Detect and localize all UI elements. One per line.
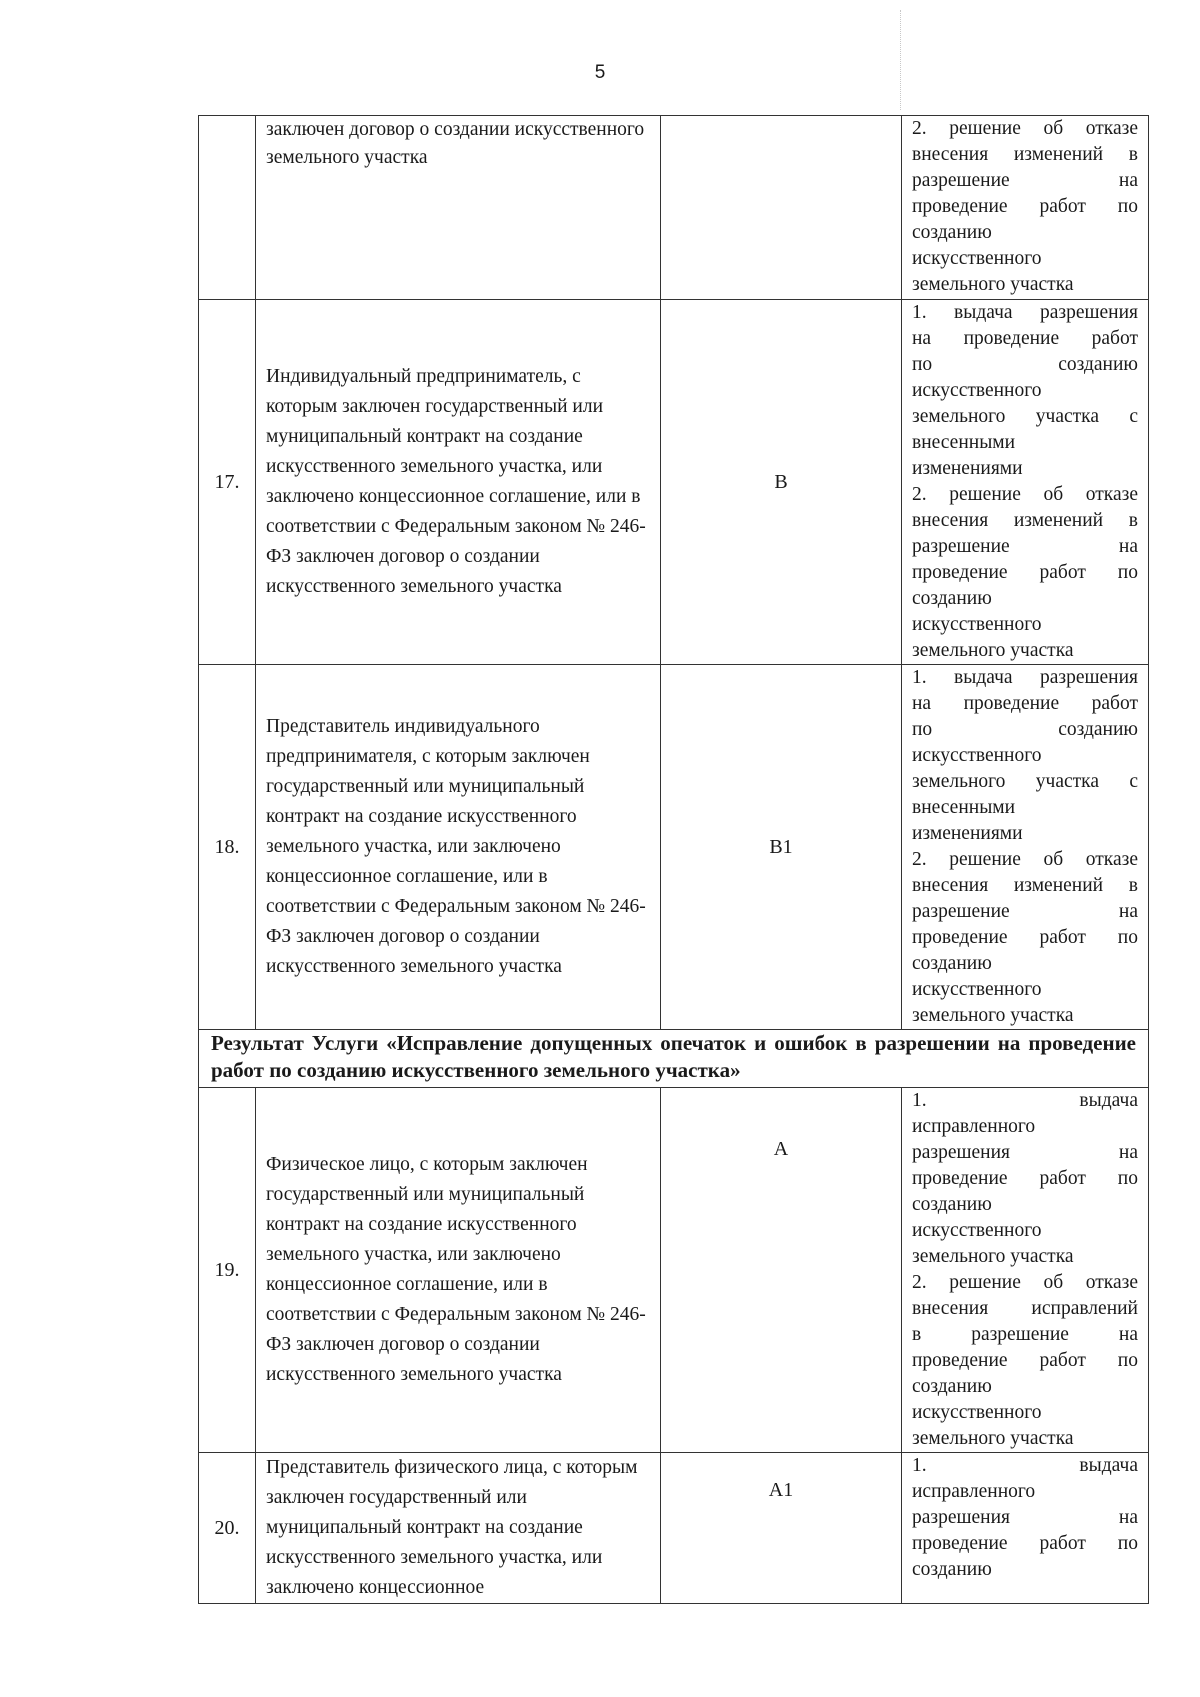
row-number-cell: [199, 116, 256, 300]
result-line: земельного участка: [912, 274, 1074, 295]
result-line: созданию: [912, 1376, 992, 1397]
result-line: проведение работ по: [912, 1350, 1138, 1371]
result-line: 1. выдача разрешения: [912, 667, 1138, 688]
result-line: искусственного: [912, 1402, 1042, 1423]
result-line: созданию: [912, 1559, 992, 1580]
result-line: искусственного: [912, 248, 1042, 269]
result-line: 2. решение об отказе: [912, 849, 1138, 870]
result-line: по созданию: [912, 354, 1138, 375]
result-line: разрешение на: [912, 536, 1138, 557]
result-line: внесения исправлений: [912, 1298, 1138, 1319]
result-cell: [902, 116, 1149, 300]
result-line: искусственного: [912, 380, 1042, 401]
result-line: созданию: [912, 222, 992, 243]
code-cell: А: [661, 1088, 902, 1453]
result-line: искусственного: [912, 614, 1042, 635]
code-cell: [661, 116, 902, 300]
result-line: 2. решение об отказе: [912, 484, 1138, 505]
result-line: проведение работ по: [912, 562, 1138, 583]
result-line: земельного участка: [912, 1246, 1074, 1267]
result-line: изменениями: [912, 823, 1023, 844]
result-line: созданию: [912, 953, 992, 974]
applicant-cell: Индивидуальный предприниматель, с которым заключен государственный или муниципальный контракт на создание искусственного земельного участка, или заключено концессионное соглашение, или в соответствии с Федеральным законом № 246-ФЗ заключен договор о создании искусственного земельного участка: [256, 300, 661, 665]
row-number-cell: 17.: [199, 300, 256, 665]
result-line: земельного участка: [912, 1428, 1074, 1449]
result-line: проведение работ по: [912, 196, 1138, 217]
result-line: исправленного: [912, 1481, 1036, 1502]
results-table: [198, 115, 1149, 1604]
result-line: искусственного: [912, 1220, 1042, 1241]
result-line: 1. выдача разрешения: [912, 302, 1138, 323]
code-cell: В1: [661, 665, 902, 1030]
result-cell: [902, 1088, 1149, 1453]
result-line: проведение работ по: [912, 1533, 1138, 1554]
result-line: внесенными: [912, 797, 1016, 818]
table-row: [199, 665, 1149, 1030]
row-number-cell: 19.: [199, 1088, 256, 1453]
row-number-cell: 20.: [199, 1453, 256, 1604]
result-line: проведение работ по: [912, 1168, 1138, 1189]
section-title: Результат Услуги «Исправление допущенных опечаток и ошибок в разрешении на проведение работ по созданию искусственного земельного участка»: [199, 1030, 1149, 1088]
result-line: разрешение на: [912, 901, 1138, 922]
page-number: 5: [594, 62, 606, 83]
result-line: изменениями: [912, 458, 1023, 479]
result-cell: [902, 665, 1149, 1030]
result-line: созданию: [912, 588, 992, 609]
result-line: внесения изменений в: [912, 510, 1138, 531]
row-number-cell: 18.: [199, 665, 256, 1030]
code-cell: В: [661, 300, 902, 665]
result-line: на проведение работ: [912, 693, 1138, 714]
result-line: внесенными: [912, 432, 1016, 453]
table-row: [199, 1453, 1149, 1604]
result-line: 2. решение об отказе: [912, 118, 1138, 139]
result-line: проведение работ по: [912, 927, 1138, 948]
result-cell: [902, 300, 1149, 665]
result-line: искусственного: [912, 745, 1042, 766]
result-line: в разрешение на: [912, 1324, 1138, 1345]
applicant-cell: Физическое лицо, с которым заключен государственный или муниципальный контракт на создание искусственного земельного участка, или заключено концессионное соглашение, или в соответствии с Федеральным законом № 246-ФЗ заключен договор о создании искусственного земельного участка: [256, 1088, 661, 1453]
applicant-cell: Представитель индивидуального предпринимателя, с которым заключен государственный или муниципальный контракт на создание искусственного земельного участка, или заключено концессионное соглашение, или в соответствии с Федеральным законом № 246-ФЗ заключен договор о создании искусственного земельного участка: [256, 665, 661, 1030]
result-cell: [902, 1453, 1149, 1604]
result-line: разрешение на: [912, 170, 1138, 191]
result-line: 1. выдача: [912, 1090, 1138, 1111]
section-row: [199, 1030, 1149, 1088]
result-line: по созданию: [912, 719, 1138, 740]
result-line: внесения изменений в: [912, 144, 1138, 165]
table-row: [199, 116, 1149, 300]
result-line: 2. решение об отказе: [912, 1272, 1138, 1293]
result-line: искусственного: [912, 979, 1042, 1000]
result-line: 1. выдача: [912, 1455, 1138, 1476]
services-table: [198, 115, 1148, 1604]
result-line: созданию: [912, 1194, 992, 1215]
result-line: на проведение работ: [912, 328, 1138, 349]
result-line: земельного участка: [912, 1005, 1074, 1026]
table-row: [199, 300, 1149, 665]
applicant-cell: заключен договор о создании искусственного земельного участка: [256, 116, 661, 300]
result-line: земельного участка с: [912, 406, 1138, 427]
result-line: земельного участка с: [912, 771, 1138, 792]
table-row: [199, 1088, 1149, 1453]
result-line: разрешения на: [912, 1142, 1138, 1163]
scan-artifact-line: [900, 10, 901, 110]
applicant-cell: Представитель физического лица, с которым заключен государственный или муниципальный контракт на создание искусственного земельного участка, или заключено концессионное: [256, 1453, 661, 1604]
result-line: исправленного: [912, 1116, 1036, 1137]
result-line: внесения изменений в: [912, 875, 1138, 896]
code-cell: А1: [661, 1453, 902, 1604]
result-line: разрешения на: [912, 1507, 1138, 1528]
result-line: земельного участка: [912, 640, 1074, 661]
